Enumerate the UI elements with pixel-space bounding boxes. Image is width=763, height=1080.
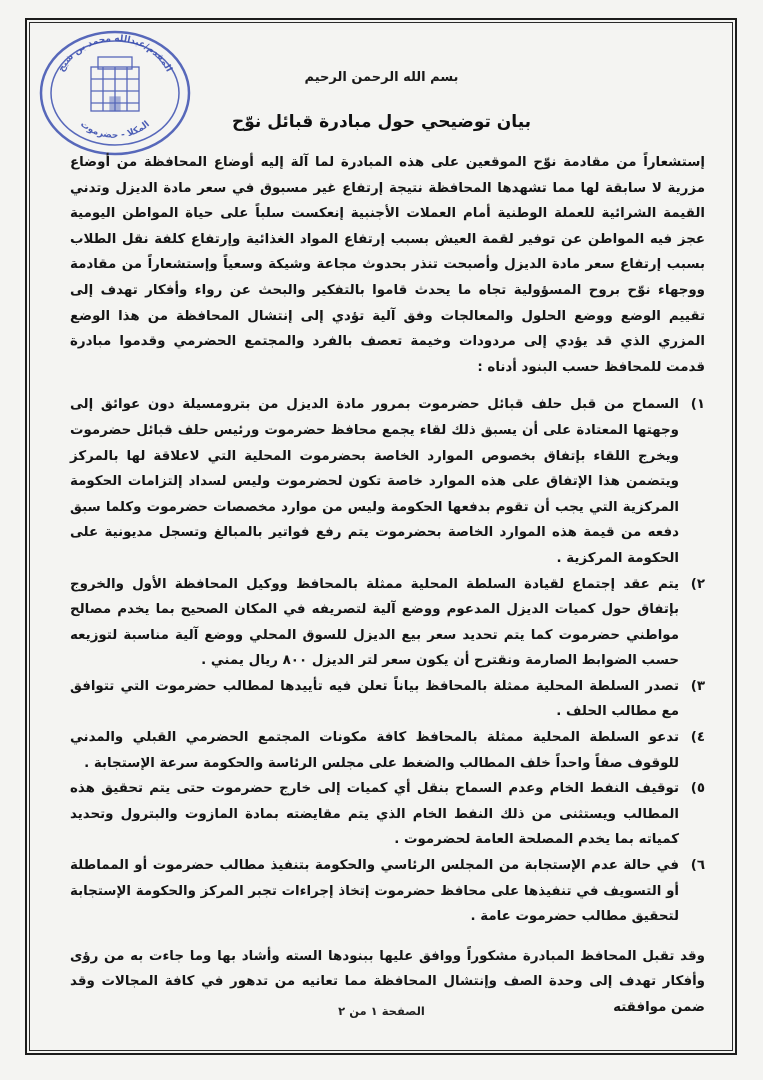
item-number: ٦)	[690, 858, 705, 874]
list-item	[70, 853, 705, 930]
initiative-items	[70, 392, 705, 929]
item-text: توقيف النفط الخام وعدم السماح بنقل أي كميات إلى خارج حضرموت حتى يتم تحقيق هذه المطالب ويستثنى من ذلك النفط الخام الذي يتم مقايضته بمادة المازوت والبترول وتحديد كمياته بما يخدم المصلحة العامة لحضرموت .	[70, 781, 679, 848]
statement-title: بيان توضيحي حول مبادرة قبائل نوّح	[231, 112, 532, 132]
item-text: تدعو السلطة المحلية ممثلة بالمحافظ كافة مكونات المجتمع الحضرمي القبلي والمدني للوقوف صفاً واحداً خلف المطالب والضغط على مجلس الرئاسة والحكومة سرعة الإستجابة .	[70, 730, 679, 771]
stamp-bottom-text: المكلا - حضرموت	[78, 119, 152, 141]
list-item	[70, 674, 705, 725]
intro-paragraph: إستشعاراً من مقادمة نوّح الموقعين على هذه المبادرة لما آلة إليه أوضاع المحافظة من أوضاع مزرية لا سابقة لها مما تشهدها المحافظة نتيجة إرتفاع غير مسبوق في سعر مادة الديزل وتدني القيمة الشرائية للعملة الوطنية أمام العملات الأجنبية إنعكست سلباً على حياة المواطن اليومية عجز فيه المواطن عن توفير لقمة العيش بسبب إرتفاع المواد الغذائية وإرتفاع كلفة نقل الطلاب بسبب إرتفاع سعر مادة الديزل وأصبحت تنذر بحدوث مجاعة وشيكة وسعياً وإستشعاراً من مقادمة ووجهاء نوّح بروح المسؤولية تجاه ما يحدث قاموا بالتفكير والبحث عن رواء وأفكار تهدف إلى تقييم الوضع ووضع الحلول والمعالجات وفق آلية تؤدي إلى إنتشال المحافظة من هذا الوضع المزري الذي قد يؤدي إلى مردودات وخيمة تعصف بالفرد والمجتمع الحضرمي وقدموا مبادرة قدمت للمحافظ حسب البنود أدناه :	[70, 155, 705, 375]
list-item	[70, 776, 705, 853]
item-number: ٤)	[690, 730, 705, 746]
item-text: في حالة عدم الإستجابة من المجلس الرئاسي والحكومة بتنفيذ مطالب حضرموت أو المماطلة أو التسويف في تنفيذها على محافظ حضرموت إتخاذ إجراءات تجبر المركز والحكومة الإستجابة لتحقيق مطالب حضرموت عامة .	[70, 858, 679, 925]
item-text: تصدر السلطة المحلية ممثلة بالمحافظ بياناً تعلن فيه تأييدها لمطالب حضرموت التي تتوافق مع مطالب الحلف .	[70, 678, 679, 720]
item-number: ٥)	[690, 781, 705, 797]
list-item	[70, 572, 705, 674]
basmala: بسم الله الرحمن الرحيم	[304, 70, 459, 85]
page-number: الصفحة ١ من ٢	[338, 1004, 425, 1018]
stamp-top-text: المقدم/عبدالله محمد بن شيخ	[56, 33, 174, 74]
statement-body	[70, 150, 705, 1021]
official-stamp	[36, 27, 194, 159]
item-text: يتم عقد إجتماع لقيادة السلطة المحلية ممثلة بالمحافظ ووكيل المحافظة الأول والخروج بإتفاق حول كميات الديزل المدعوم ووضع آلية لتصريفه في المكان الصحيح بما يخدم مصالح مواطني حضرموت كما يتم تحديد سعر بيع الديزل للسوق المحلي ووضع آلية مناسبة لتوزيعه حسب الضوابط الصارمة ونقترح أن يكون سعر لتر الديزل ٨٠٠ ريال يمني .	[70, 576, 679, 669]
item-number: ٢)	[690, 576, 705, 592]
closing-paragraph: وقد تقبل المحافظ المبادرة مشكوراً ووافق عليها ببنودها السته وأشاد بها وما جاءت به من رؤى وأفكار تهدف إلى وحدة الصف وإنتشال المحافظة مما تعانيه من تدهور في كافة المجالات وقد ضمن موافقته	[70, 948, 705, 1015]
list-item	[70, 725, 705, 776]
item-number: ١)	[690, 397, 705, 413]
item-text: السماح من قبل حلف قبائل حضرموت بمرور مادة الديزل من بترومسيلة دون عوائق إلى وجهتها المعتادة على أن يسبق ذلك لقاء يجمع محافظ حضرموت ورئيس حلف قبائل حضرموت ويخرج اللقاء بإتفاق بخصوص الموارد الخاصة بحضرموت المحلية التي لاعلاقة لها بالمركز ويتضمن هذا الإتفاق على هذه الموارد خاصة تكون لحضرموت وليس لسداد إلتزامات الحكومة المركزية التي يجب أن تقوم بدفعها الحكومة وليس من موارد مخصصات حضرموت وكلما سبق دفعه من قيمة هذه الموارد الخاصة بحضرموت يتم رفع فواتير بالمبالغ وتسجل مديونية على الحكومة المركزية .	[70, 397, 679, 566]
list-item	[70, 392, 705, 571]
item-number: ٣)	[690, 678, 705, 694]
